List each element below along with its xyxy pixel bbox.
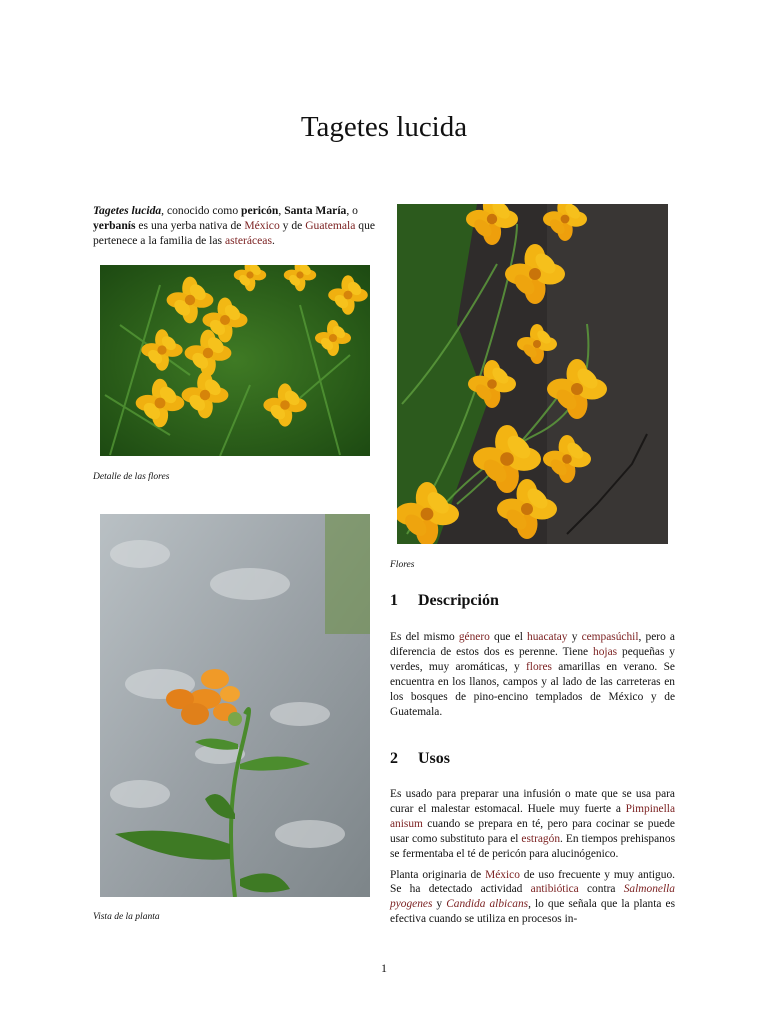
intro-text: y de (279, 219, 306, 232)
intro-text: . (271, 234, 275, 247)
body-text: que el (489, 631, 528, 643)
body-text: y (432, 898, 447, 911)
caption-flower-detail: Detalle de las flores (93, 472, 170, 482)
body-text: . En tiempos prehispanos se fermentaba el té de pericón para alucinógenico. (390, 832, 675, 860)
intro-text: que pertenece a la familia de las (93, 219, 376, 247)
usos-paragraphs (390, 787, 675, 927)
caption-flowers: Flores (390, 560, 415, 570)
link-asteraceas[interactable]: asteráceas (224, 234, 272, 247)
link-estragon[interactable]: estragón (521, 832, 561, 845)
descripcion-paragraph (390, 630, 675, 719)
section-heading-descripcion (390, 592, 499, 610)
body-text: Planta originaria de (390, 868, 486, 881)
page-title: Tagetes lucida (300, 111, 468, 143)
common-name-santa-maria: Santa María (284, 204, 347, 217)
link-pimpinella-anisum[interactable]: Pimpinella anisum (390, 802, 675, 830)
body-text: amarillas en verano. Se encuentra en los llanos, campos y al lado de las carreteras en los bosques de pino-encino templados de México y de Guatemala. (390, 660, 675, 718)
flowers-image (397, 204, 668, 544)
link-guatemala[interactable]: Guatemala (305, 219, 356, 232)
body-text: de uso frecuente y muy antiguo. Se ha detectado actividad (390, 868, 675, 896)
flowers-photo (397, 204, 668, 544)
section-title: Descripción (418, 592, 499, 609)
intro-text: , conocido como (161, 204, 242, 217)
common-name-pericon: pericón (241, 204, 279, 217)
body-text: contra (578, 883, 624, 896)
body-text: Es del mismo (390, 631, 459, 643)
link-hojas[interactable]: hojas (593, 645, 618, 658)
body-text: , pero a diferencia de estos dos es perenne. Tiene (390, 631, 675, 658)
intro-text: , o (346, 204, 358, 217)
body-text: cuando se prepara en té, pero para cocinar se puede usar como substituto para el (390, 817, 675, 845)
link-antibiotica[interactable]: antibiótica (530, 883, 579, 896)
flower-detail-photo (100, 265, 370, 456)
link-mexico-2[interactable]: México (485, 868, 520, 881)
species-name: Tagetes lucida (93, 204, 162, 217)
link-cempasuchil[interactable]: cempasúchil (581, 631, 639, 643)
usos-paragraph-1 (390, 787, 675, 862)
flower-detail-image (100, 265, 370, 456)
section-number: 1 (390, 592, 398, 609)
link-huacatay[interactable]: huacatay (527, 631, 568, 643)
link-mexico[interactable]: México (244, 219, 280, 232)
intro-paragraph (93, 203, 381, 248)
link-salmonella[interactable]: Salmonella pyogenes (390, 883, 675, 911)
plant-view-image (100, 514, 370, 897)
common-name-yerbanis: yerbanís (93, 219, 136, 232)
body-text: y (567, 631, 582, 643)
link-candida-albicans[interactable]: Candida albicans (446, 898, 529, 911)
link-flores[interactable]: flores (526, 660, 552, 673)
section-heading-usos (390, 750, 450, 768)
section-title: Usos (418, 750, 451, 767)
intro-text: , (278, 204, 285, 217)
plant-view-photo (100, 514, 370, 897)
page-number: 1 (381, 961, 387, 975)
usos-paragraph-2 (390, 868, 675, 928)
caption-plant-view: Vista de la planta (93, 912, 160, 922)
intro-text: es una yerba nativa de (135, 219, 245, 232)
link-genero[interactable]: género (458, 631, 490, 643)
body-text: Es usado para preparar una infusión o mate que se usa para curar el malestar estomacal. Huele muy fuerte a (390, 788, 675, 815)
body-text: pequeñas y verdes, muy aromáticas, y (390, 645, 675, 673)
body-text: , lo que señala que la planta es efectiva cuando se utiliza en procesos in- (390, 898, 676, 926)
section-number: 2 (390, 750, 398, 767)
